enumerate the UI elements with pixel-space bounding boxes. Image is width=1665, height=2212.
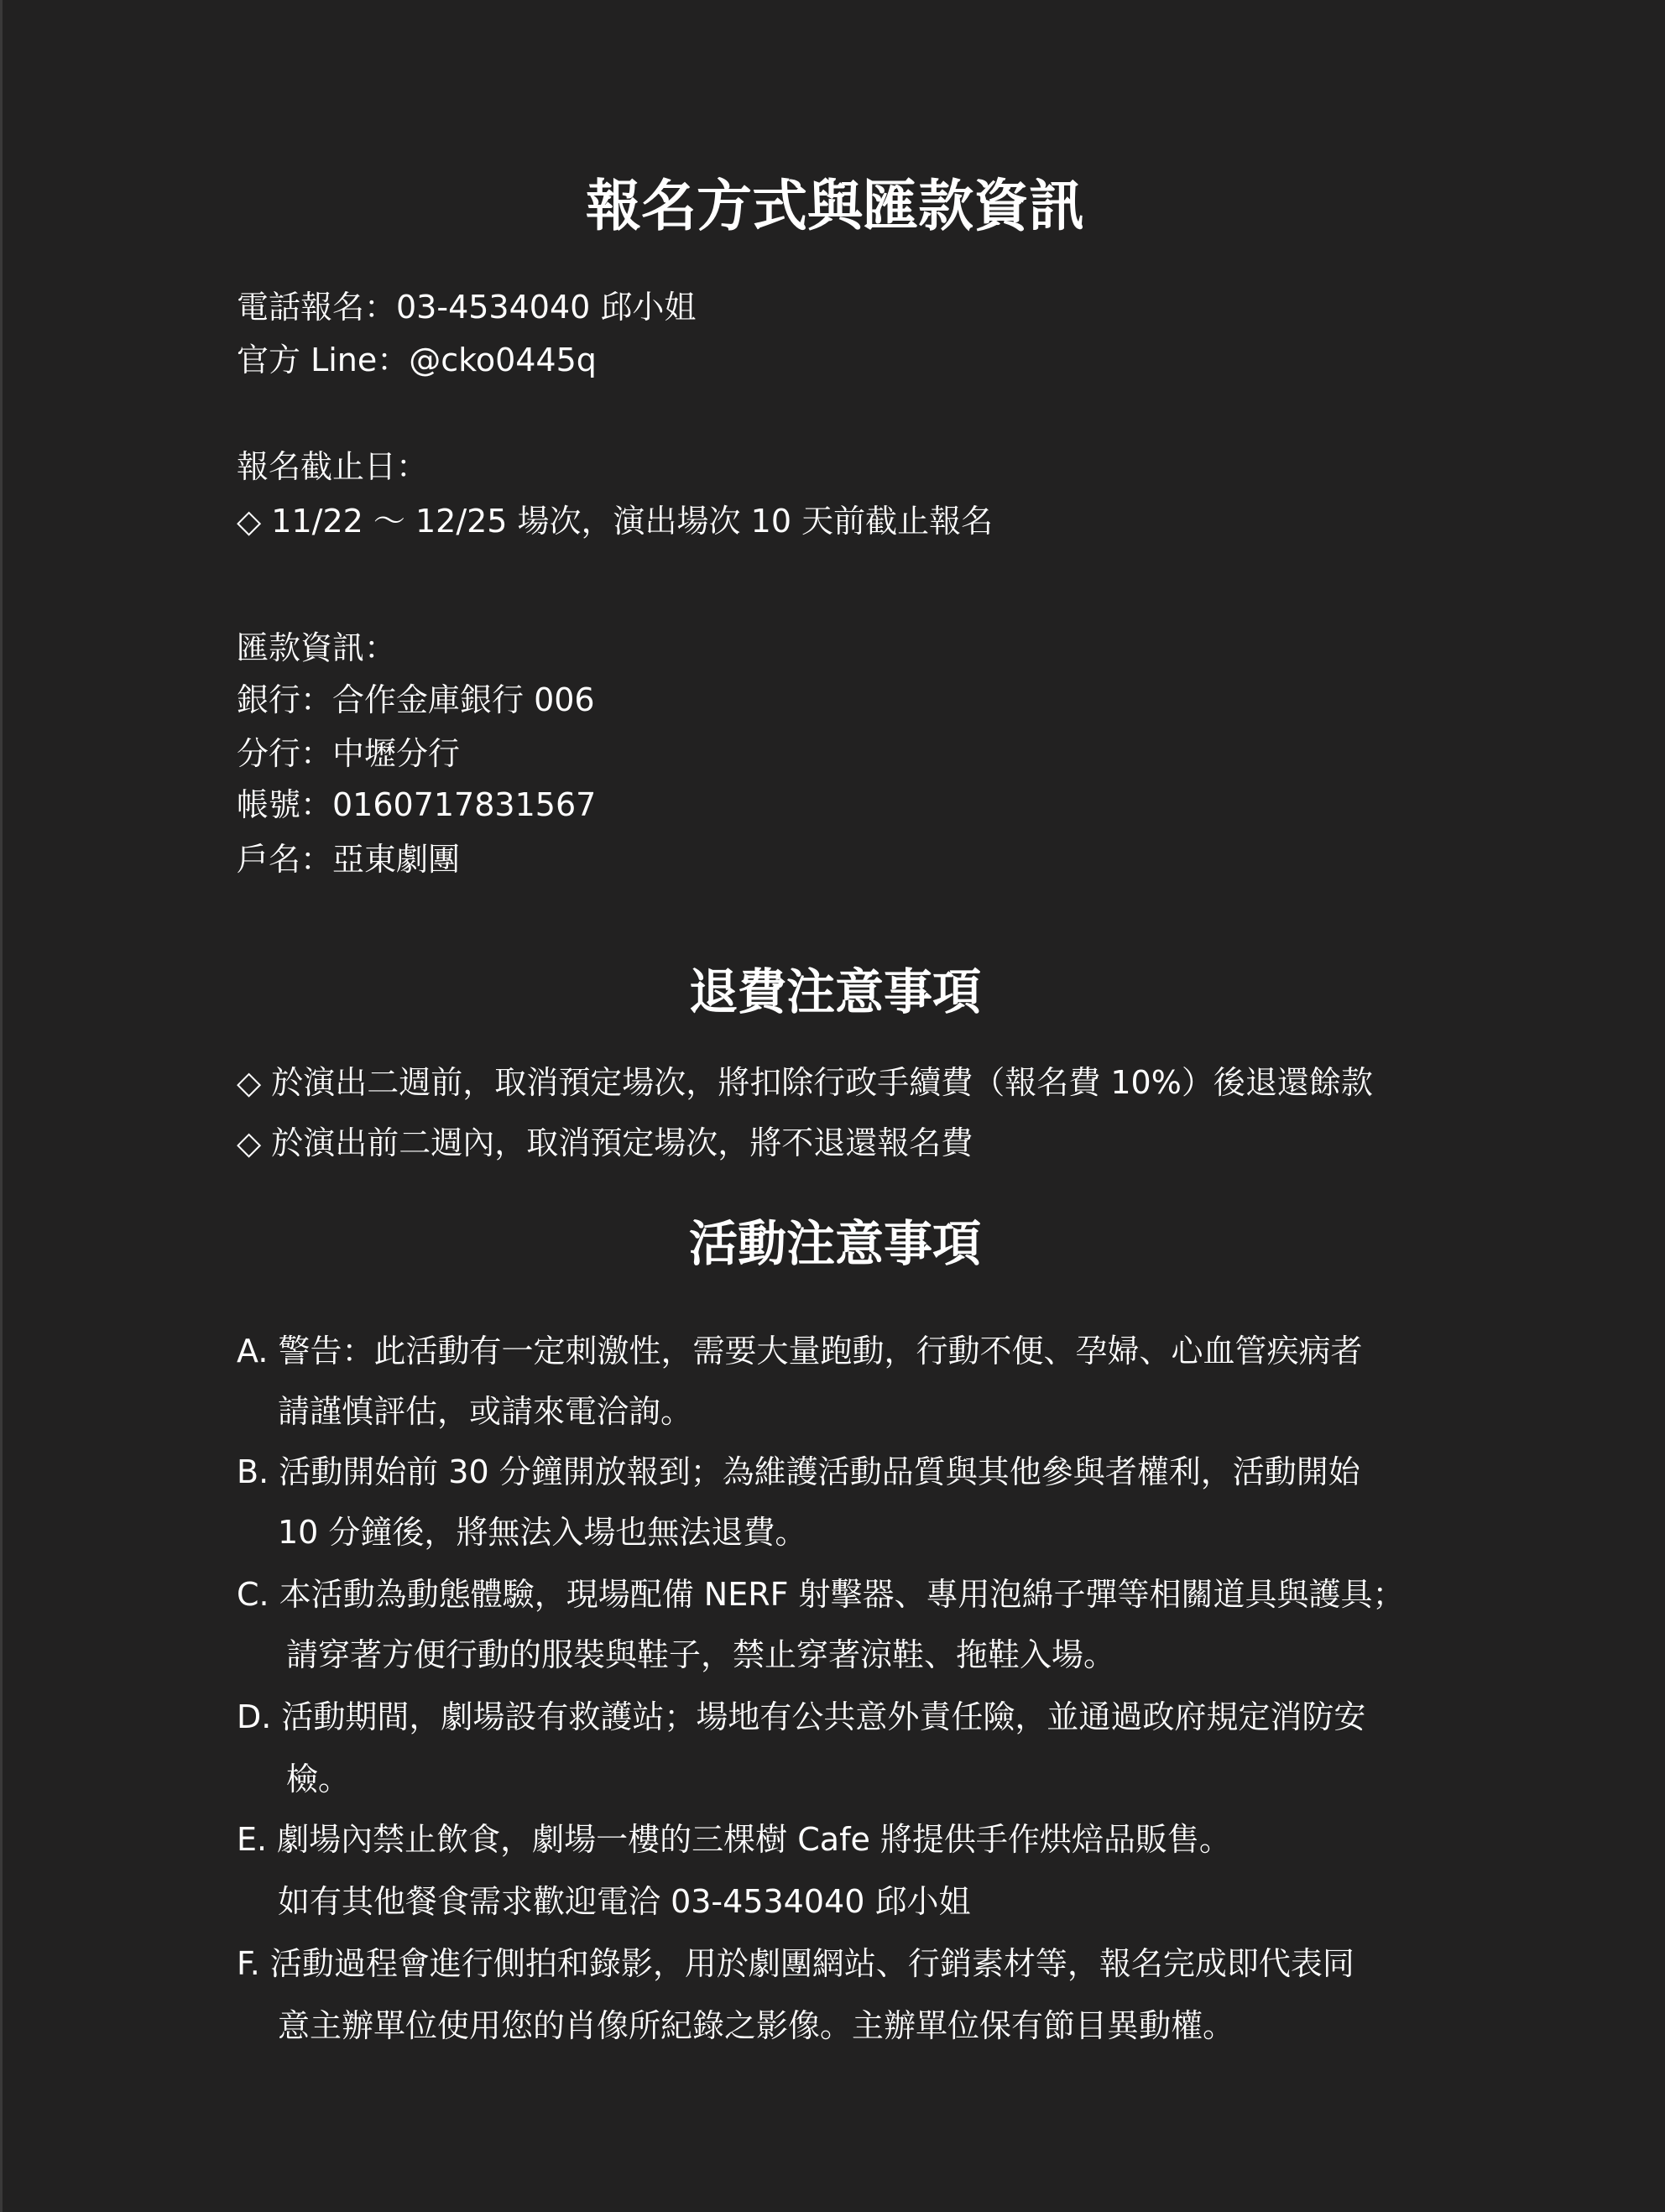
activity-item-e: E. 劇場內禁止飲食，劇場一樓的三棵樹 Cafe 將提供手作烘焙品販售。 [237,1821,1231,1858]
deadline-detail: ◇ 11/22 ～ 12/25 場次，演出場次 10 天前截止報名 [237,503,994,540]
refund-item: ◇ 於演出前二週內，取消預定場次，將不退還報名費 [237,1124,973,1161]
activity-item-a-cont: 請謹慎評估，或請來電洽詢。 [278,1393,693,1430]
activity-section-title: 活動注意事項 [688,1215,981,1272]
remittance-bank: 銀行：合作金庫銀行 006 [237,681,595,718]
contact-phone: 電話報名：03-4534040 邱小姐 [237,289,697,326]
refund-section-title: 退費注意事項 [688,963,981,1020]
contact-line: 官方 Line：@cko0445q [237,342,597,378]
page-title: 報名方式與匯款資訊 [586,174,1084,238]
refund-item: ◇ 於演出二週前，取消預定場次，將扣除行政手續費（報名費 10%）後退還餘款 [237,1064,1373,1101]
activity-item-f: F. 活動過程會進行側拍和錄影，用於劇團網站、行銷素材等，報名完成即代表同 [237,1945,1354,1982]
activity-item-c-cont: 請穿著方便行動的服裝與鞋子，禁止穿著涼鞋、拖鞋入場。 [286,1636,1116,1673]
activity-item-b-cont: 10 分鐘後，將無法入場也無法退費。 [278,1514,807,1551]
deadline-label: 報名截止日： [237,448,429,485]
remittance-holder: 戶名：亞東劇團 [237,841,461,878]
remittance-branch: 分行：中壢分行 [237,735,461,772]
activity-item-a: A. 警告：此活動有一定刺激性，需要大量跑動，行動不便、孕婦、心血管疾病者 [237,1333,1363,1369]
activity-item-c: C. 本活動為動態體驗，現場配備 NERF 射擊器、專用泡綿子彈等相關道具與護具； [237,1576,1405,1613]
activity-item-e-cont: 如有其他餐食需求歡迎電洽 03-4534040 邱小姐 [278,1883,971,1920]
activity-item-b: B. 活動開始前 30 分鐘開放報到；為維護活動品質與其他參與者權利，活動開始 [237,1453,1360,1490]
remittance-account: 帳號：0160717831567 [237,786,597,823]
activity-item-f-cont: 意主辦單位使用您的肖像所紀錄之影像。主辦單位保有節目異動權。 [278,2007,1235,2044]
activity-item-d: D. 活動期間，劇場設有救護站；場地有公共意外責任險，並通過政府規定消防安 [237,1698,1366,1735]
activity-item-d-cont: 檢。 [286,1761,351,1797]
remittance-label: 匯款資訊： [237,629,397,666]
